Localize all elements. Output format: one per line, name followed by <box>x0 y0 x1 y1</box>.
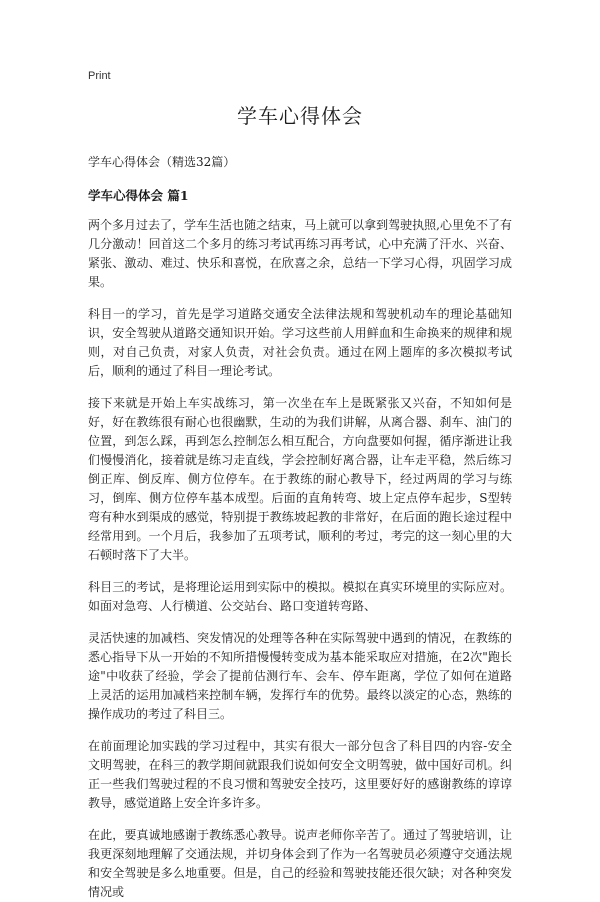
paragraph: 科目三的考试，是将理论运用到实际中的模拟。模拟在真实环境里的实际应对。如面对急弯、人行横道、公交站台、路口变道转弯路、 <box>88 580 512 613</box>
paragraph: 科目一的学习，首先是学习道路交通安全法律法规和驾驶机动车的理论基础知识，安全驾驶从道路交通知识开始。学习这些前人用鲜血和生命换来的规律和规则，对自己负责，对家人负责，对社会负责。通过在网上题库的多次模拟考试后，顺利的通过了科目一理论考试。 <box>88 307 512 378</box>
paragraph: 灵活快速的加减档、突发情况的处理等各种在实际驾驶中遇到的情况，在教练的悉心指导下从一开始的不知所措慢慢转变成为基本能采取应对措施，在2次"跑长途"中收获了经验，学会了提前估测行车、会车、停车距离，学位了如何在道路上灵活的运用加减档来控制车辆，发挥行车的优势。最终以淡定的心态，熟练的操作成功的考过了科目三。 <box>88 631 512 721</box>
paragraph: 两个多月过去了，学车生活也随之结束，马上就可以拿到驾驶执照,心里免不了有几分激动！回首这二个多月的练习考试再练习再考试，心中充满了汗水、兴奋、紧张、激动、难过、快乐和喜悦，在欣喜之余，总结一下学习心得，巩固学习成果。 <box>88 218 512 289</box>
document-subtitle: 学车心得体会（精选32篇） <box>88 155 236 169</box>
paragraph: 在前面理论加实践的学习过程中，其实有很大一部分包含了科目四的内容-安全文明驾驶，在科三的教学期间就跟我们说如何安全文明驾驶，做中国好司机。纠正一些我们驾驶过程的不良习惯和驾驶安全技巧，这里要好好的感谢教练的谆谆教导，感觉道路上安全许多许多。 <box>88 739 512 810</box>
page-title: 学车心得体会 <box>237 104 363 128</box>
section-heading: 学车心得体会 篇1 <box>88 188 189 203</box>
paragraph: 在此，要真诚地感谢于教练悉心教导。说声老师你辛苦了。通过了驾驶培训，让我更深刻地理解了交通法规，并切身体会到了作为一名驾驶员必须遵守交通法规和安全驾驶是多么地重要。但是，自己的经验和驾驶技能还很欠缺；对各种突发情况或 <box>88 828 512 899</box>
print-link[interactable]: Print <box>88 70 111 82</box>
paragraph: 接下来就是开始上车实战练习，第一次坐在车上是既紧张又兴奋，不知如何是好，好在教练很有耐心也很幽默，生动的为我们讲解，从离合器、刹车、油门的位置，到怎么踩，再到怎么控制怎么相互配合，方向盘要如何握，循序渐进让我们慢慢消化，接着就是练习走直线，学会控制好离合器，让车走平稳，然后练习倒正库、倒反库、侧方位停车。在于教练的耐心教导下，经过两周的学习与练习，倒库、侧方位停车基本成型。后面的直角转弯、坡上定点停车起步，S型转弯有种水到渠成的感觉，特别提于教练坡起教的非常好，在后面的跑长途过程中经常用到。一个月后，我参加了五项考试，顺利的考过，考完的这一刻心里的大石顿时落下了大半。 <box>88 396 512 562</box>
